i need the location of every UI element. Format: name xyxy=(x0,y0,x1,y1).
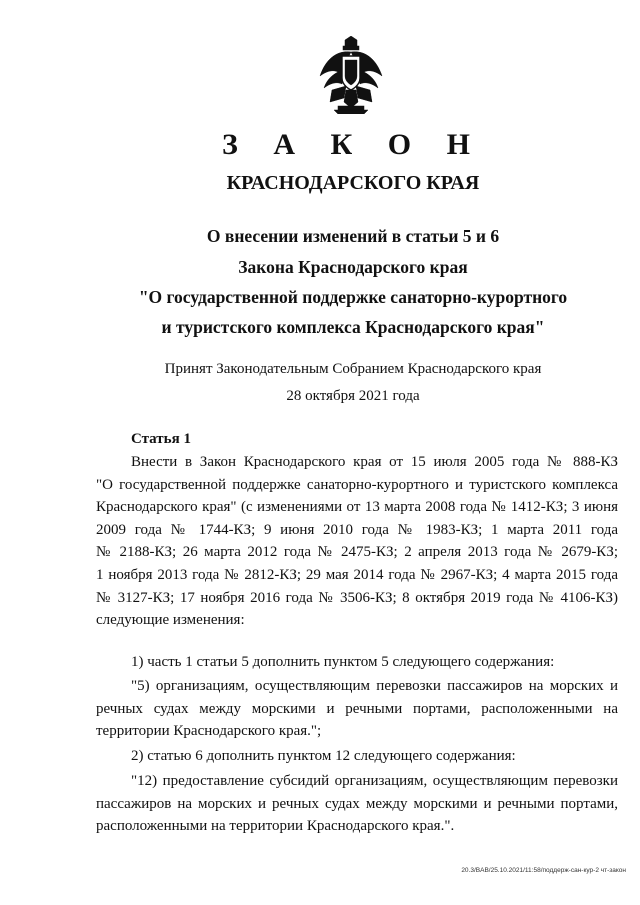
amendment-item-1 xyxy=(96,651,618,674)
paragraph-line: Внести в Закон Краснодарского края от 15 июля 2005 года № 888-КЗ xyxy=(131,454,618,470)
paragraph-line: территории Краснодарского края."; xyxy=(96,723,322,740)
paragraph-line: № 3127-КЗ; 17 ноября 2016 года № 3506-КЗ; 8 октября 2019 года № 4106-КЗ) xyxy=(96,589,618,606)
paragraph-line: пассажиров на морских и речных судах между морскими и речными портами, xyxy=(96,795,618,812)
amendment-item-2-quote xyxy=(96,770,618,838)
paragraph-line: 1 ноября 2013 года № 2812-КЗ; 29 мая 2014 года № 2967-КЗ; 4 марта 2015 года xyxy=(96,566,618,583)
paragraph-line: "О государственной поддержке санаторно-курортного и туристского комплекса xyxy=(96,476,618,493)
law-heading-line-1: О внесении изменений в статьи 5 и 6 xyxy=(206,226,500,246)
paragraph-line: следующие изменения: xyxy=(96,612,245,629)
law-heading-line-4: и туристского комплекса Краснодарского края" xyxy=(161,317,545,337)
paragraph-line: Краснодарского края" (с изменениями от 13 марта 2008 года № 1412-КЗ; 3 июня xyxy=(96,499,618,516)
paragraph-line: № 2188-КЗ; 26 марта 2012 года № 2475-КЗ; 2 апреля 2013 года № 2679-КЗ; xyxy=(96,544,618,561)
article-title: Статья 1 xyxy=(131,431,191,447)
amendment-item-1-quote xyxy=(96,675,618,743)
article-paragraph-1 xyxy=(96,451,618,632)
amendment-item-2 xyxy=(96,745,618,768)
adoption-date: 28 октября 2021 года xyxy=(286,388,420,404)
krasnodar-coat-of-arms-icon xyxy=(316,36,386,114)
adoption-statement: Принят Законодательным Собранием Краснодарского края xyxy=(164,361,542,377)
paragraph-line: "5) организациям, осуществляющим перевозки пассажиров на морских и xyxy=(131,678,618,694)
paragraph-line: 2) статью 6 дополнить пунктом 12 следующего содержания: xyxy=(131,748,516,764)
issuer-title: КРАСНОДАРСКОГО КРАЯ xyxy=(226,172,480,194)
paragraph-line: 1) часть 1 статьи 5 дополнить пунктом 5 следующего содержания: xyxy=(131,654,555,670)
paragraph-line: "12) предоставление субсидий организациям, осуществляющим перевозки xyxy=(131,773,618,789)
paragraph-line: 2009 года № 1744-КЗ; 9 июня 2010 года № 1983-КЗ; 1 марта 2011 года xyxy=(96,521,618,538)
paragraph-line: расположенными на территории Краснодарского края.". xyxy=(96,818,455,835)
document-footer-code: 20.3/BAB/25.10.2021/11:58/поддерж-сан-кур-2 чт-закон xyxy=(461,867,626,874)
document-type-title: З А К О Н xyxy=(222,128,484,161)
law-heading-line-2: Закона Краснодарского края xyxy=(238,257,468,277)
law-heading-line-3: "О государственной поддержке санаторно-курортного xyxy=(138,287,568,307)
paragraph-line: речных судах между морскими и речными портами, расположенными на xyxy=(96,700,618,717)
